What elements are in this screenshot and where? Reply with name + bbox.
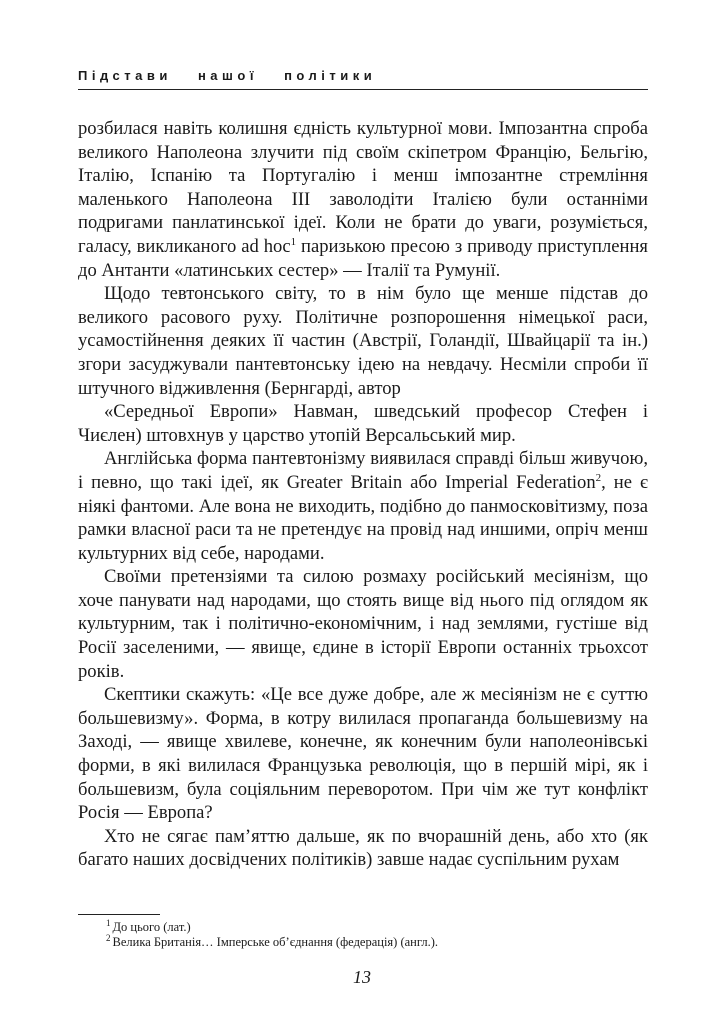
paragraph-text: Хто не сягає пам’яттю дальше, як по вчорашній день, або хто (як багато наших досвідчених політиків) завше надає суспільним рухам	[78, 825, 648, 871]
running-title: Підстави нашої політики	[78, 68, 377, 83]
paragraph-text: розбилася навіть колишня єдність культурної мови. Імпозантна спроба великого Наполеона злучити під своїм скіпетром Францію, Бельгію, Італію, Іспанію та Португалію і менш імпозантне стремління маленького Наполеона III заволодіти Італією були останніми подригами панлатинської ідеї. Коли не брати до уваги, розуміється, галасу, викликаного ad hoc	[78, 118, 648, 257]
footnote-reference: 1	[290, 235, 297, 248]
paragraph	[78, 683, 648, 825]
paragraph-text: «Середньої Европи» Навман, шведський професор Стефен і Чиєлен) штовхнув у царство утопій Версальський мир.	[78, 401, 648, 446]
footnote-text: Велика Британія… Імперське об’єднання (федерація) (англ.).	[112, 935, 439, 949]
footnote-rule	[78, 914, 160, 915]
body-text	[78, 117, 648, 872]
page-number: 13	[353, 967, 371, 987]
header-rule	[78, 89, 648, 90]
paragraph-text: Скептики скажуть: «Це все дуже добре, але ж месіянізм не є суттю большевизму». Форма, в котру вилилася пропаганда большевизму на Заході, — явище хвилеве, конечне, як конечним були наполеонівські форми, в які вилилася Французька революція, що в першій мірі, як і большевизм, була соціяльним переворотом. При чім же тут конфлікт Росія — Европа?	[78, 684, 648, 824]
paragraph-text: паризькою пресою з приводу приступлення до Антанти «латинських сестер» — Італії та Румунії.	[78, 235, 648, 281]
paragraph-text: Своїми претензіями та силою розмаху російський месіянізм, що хоче панувати над народами, що стоять вище від нього під оглядом як культурним, так і політично-економічним, і над землями, густіше від Росії заселеними, — явище, єдине в історії Европи останніх трьохсот років.	[78, 566, 648, 682]
footnote-2	[106, 932, 646, 950]
footnote-reference: 2	[595, 471, 602, 484]
paragraph-text: Щодо тевтонського світу, то в нім було ще менше підстав до великого расового руху. Політичне розпорошення німецької раси, усамостійнення деяких її частин (Австрії, Голандії, Швайцарії та ін.) згори засуджували пантевтонську ідею на невдачу. Несміли спроби її штучного відживлення (Бернгарді, автор	[78, 283, 648, 399]
paragraph-text: , не є ніякі фантоми. Але вона не виходить, подібно до панмосковітизму, поза рамки власної раси та не претендує на провід над иншими, опріч менш культурних від себе, народами.	[78, 471, 648, 564]
footnote-number: 2	[106, 932, 111, 943]
paragraph	[78, 400, 648, 447]
paragraph-text: Англійська форма пантевтонізму виявилася справді більш живучою, і певно, що такі ідеї, як Greater Britain або Imperial Federation	[78, 448, 648, 493]
paragraph	[78, 282, 648, 400]
footnotes	[106, 917, 646, 950]
paragraph	[78, 117, 648, 282]
paragraph	[78, 447, 648, 565]
footnote-text: До цього (лат.)	[112, 920, 191, 934]
paragraph	[78, 565, 648, 683]
paragraph	[78, 825, 648, 872]
footnote-1	[106, 917, 646, 935]
footnote-number: 1	[106, 917, 111, 928]
